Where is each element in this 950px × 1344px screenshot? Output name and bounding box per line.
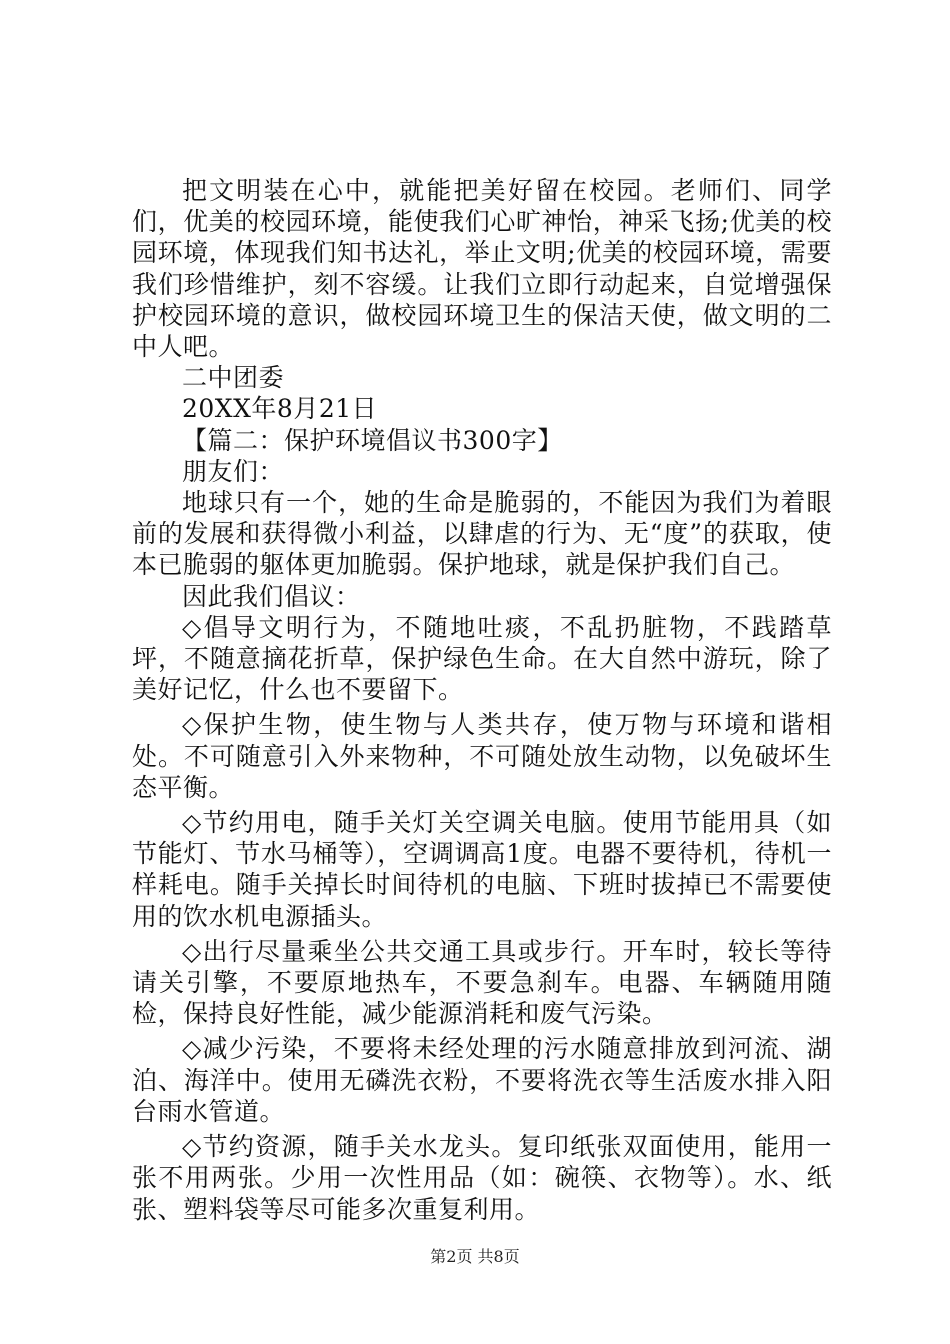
- proposal-item: ◇保护生物，使生物与人类共存，使万物与环境和谐相处。不可随意引入外来物种，不可随处放生动物，以免破坏生态平衡。: [132, 710, 832, 802]
- proposal-lead: 因此我们倡议：: [182, 581, 361, 611]
- salutation: 朋友们：: [182, 456, 285, 486]
- proposal-item: ◇节约资源，随手关水龙头。复印纸张双面使用，能用一张不用两张。少用一次性用品（如：碗筷、衣物等）。水、纸张、塑料袋等尽可能多次重复利用。: [132, 1132, 832, 1224]
- closing-paragraph: 把文明装在心中，就能把美好留在校园。老师们、同学们，优美的校园环境，能使我们心旷神怡，神采飞扬;优美的校园环境，体现我们知书达礼，举止文明;优美的校园环境，需要我们珍惜维护，刻不容缓。让我们立即行动起来，自觉增强保护校园环境的意识，做校园环境卫生的保洁天使，做文明的二中人吧。: [132, 176, 832, 362]
- proposal-item: ◇出行尽量乘坐公共交通工具或步行。开车时，较长等待请关引擎，不要原地热车，不要急刹车。电器、车辆随用随检，保持良好性能，减少能源消耗和废气污染。: [132, 936, 832, 1029]
- signature-org: 二中团委: [182, 363, 285, 393]
- page-number-footer: 第2页 共8页: [430, 1247, 520, 1266]
- section-heading: 【篇二：保护环境倡议书300字】: [182, 425, 563, 455]
- document-body: [132, 175, 832, 1225]
- proposal-item: ◇减少污染，不要将未经处理的污水随意排放到河流、湖泊、海洋中。使用无磷洗衣粉，不要将洗衣等生活废水排入阳台雨水管道。: [132, 1034, 832, 1126]
- intro-paragraph: 地球只有一个，她的生命是脆弱的，不能因为我们为着眼前的发展和获得微小利益，以肆虐的行为、无“度”的获取，使本已脆弱的躯体更加脆弱。保护地球，就是保护我们自己。: [132, 488, 832, 580]
- signature-date: 20XX年8月21日: [182, 394, 378, 424]
- proposal-item: ◇倡导文明行为，不随地吐痰，不乱扔脏物，不践踏草坪，不随意摘花折草，保护绿色生命。在大自然中游玩，除了美好记忆，什么也不要留下。: [132, 612, 832, 705]
- proposal-item: ◇节约用电，随手关灯关空调关电脑。使用节能用具（如节能灯、节水马桶等），空调调高1度。电器不要待机，待机一样耗电。随手关掉长时间待机的电脑、下班时拔掉已不需要使用的饮水机电源插头。: [132, 808, 832, 931]
